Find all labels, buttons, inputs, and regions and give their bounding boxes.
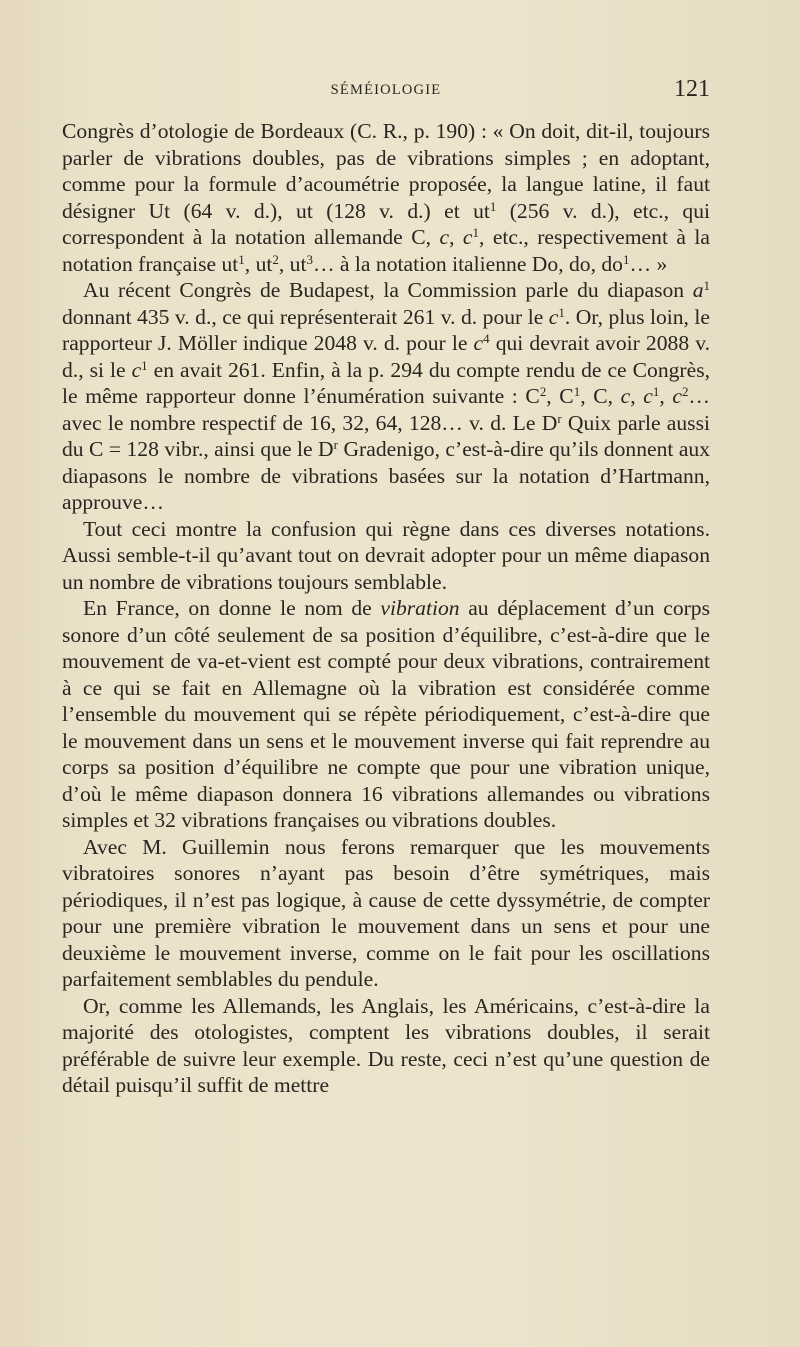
text-run: Or, comme les Allemands, les Anglais, les Américains, c’est-à-dire la majorité des otologistes, comptent les vibrations doubles, il serait préférable de suivre leur exemple. Du reste, ceci n’est qu’une question de détail puisqu’il suffit de mettre [62, 993, 710, 1097]
text-run: Congrès d’otologie de Bordeaux (C. R., p. 190) : « On doit, dit-il, toujours parler de vibrations doubles, pas de vibrations simples ; en adoptant, comme pour la formule d’acoumétrie proposée, la langue latine, il faut désigner Ut (64 v. d.), ut (128 v. d.) et ut [62, 119, 710, 223]
text-run: donnant 435 v. d., ce qui représenterait 261 v. d. pour le [62, 304, 549, 329]
superscript: 2 [272, 251, 279, 267]
superscript: 4 [483, 330, 490, 346]
italic-text: c [131, 357, 142, 382]
italic-text: c [620, 384, 631, 408]
running-head [62, 76, 710, 106]
superscript: 1 [141, 357, 148, 373]
paragraph-p4 [62, 595, 710, 834]
page-number: 121 [674, 76, 710, 102]
italic-text: c [672, 384, 682, 408]
superscript: 1 [652, 383, 660, 399]
text-run: Gradenigo, c’est-à-dire qu’ils donnent aux diapasons le nombre de vibrations basées sur la notation d’Hartmann, approuve… [62, 437, 710, 514]
superscript: 1 [472, 224, 479, 240]
superscript: 2 [681, 383, 689, 399]
paragraph-p1 [62, 118, 710, 277]
superscript: r [557, 410, 562, 426]
italic-text: c [643, 384, 653, 408]
text-run: , C, [580, 384, 621, 408]
text-run: qui devrait avoir 2088 v. d., si le [62, 331, 711, 382]
superscript: 1 [573, 383, 581, 399]
italic-text: c [439, 225, 450, 249]
text-run: , C [546, 384, 574, 408]
italic-text: c [462, 225, 473, 249]
text-run: … » [629, 251, 668, 276]
paragraph-p6 [62, 993, 710, 1099]
superscript: 1 [703, 277, 710, 293]
text-run: , [630, 384, 644, 408]
text-run: Quix parle aussi du C = 128 vibr., ainsi que le D [62, 410, 710, 461]
body-text [62, 118, 710, 1099]
superscript: 1 [622, 251, 630, 267]
running-head-title: SÉMÉIOLOGIE [330, 82, 442, 98]
paragraph-p5 [62, 834, 710, 993]
text-run: , [449, 225, 463, 249]
text-run: … à la notation italienne Do, do, do [312, 251, 623, 276]
text-run: au déplacement d’un corps sonore d’un côté seulement de sa position d’équilibre, c’est-à-dire que le mouvement de va-et-vient est compté pour deux vibrations, contrairement à ce qui se fait en Allemagne où la vibration est considérée comme l’ensemble du mouvement qui se répète périodiquement, c’est-à-dire que le mouvement dans un sens et le mouvement inverse qui fait reprendre au corps sa position d’équilibre ne compte que pour une vibration unique, d’où le même diapason donnera 16 vibrations allemandes ou vibrations simples et 32 vibrations françaises ou vibrations doubles. [62, 596, 711, 832]
text-run: Au récent Congrès de Budapest, la Commission parle du diapason [83, 278, 693, 302]
superscript: 2 [539, 383, 547, 399]
italic-text: c [548, 304, 559, 329]
italic-text: vibration [380, 596, 460, 620]
text-run: , ut [278, 251, 307, 276]
text-run: (256 v. d.), etc., qui correspondent à la notation allemande C, [62, 198, 710, 249]
superscript: 1 [238, 251, 245, 267]
text-run: , ut [244, 251, 273, 276]
text-run: Avec M. Guillemin nous ferons remarquer que les mouvements vibratoires sonores n’ayant pas besoin d’être symétriques, mais périodiques, il n’est pas logique, à cause de cette dyssymétrie, de compter pour une première vibration le mouvement dans un sens et pour une deuxième le mouvement inverse, comme on le fait pour les oscillations parfaitement semblables du pendule. [62, 834, 710, 991]
superscript: 1 [489, 198, 497, 214]
text-run: , etc., respectivement à la notation française ut [62, 225, 710, 276]
italic-text: c [473, 331, 484, 355]
text-run: , [659, 384, 673, 408]
italic-text: a [692, 278, 704, 302]
text-run: en avait 261. Enfin, à la p. 294 du compte rendu de ce Congrès, le même rapporteur donne l’énumération suivante : C [62, 357, 711, 408]
text-run: . Or, plus loin, le rapporteur J. Möller indique 2048 v. d. pour le [62, 304, 711, 355]
text-run: … avec le nombre respectif de 16, 32, 64, 128… v. d. Le D [62, 384, 711, 435]
superscript: 1 [558, 304, 565, 320]
superscript: 3 [306, 251, 313, 267]
text-run: Tout ceci montre la confusion qui règne dans ces diverses notations. Aussi semble-t-il qu’avant tout on devrait adopter pour un même diapason un nombre de vibrations toujours semblable. [62, 516, 710, 594]
text-run: En France, on donne le nom de [83, 596, 381, 620]
paragraph-p3 [62, 516, 710, 596]
superscript: r [333, 436, 338, 452]
paragraph-p2 [62, 277, 710, 516]
